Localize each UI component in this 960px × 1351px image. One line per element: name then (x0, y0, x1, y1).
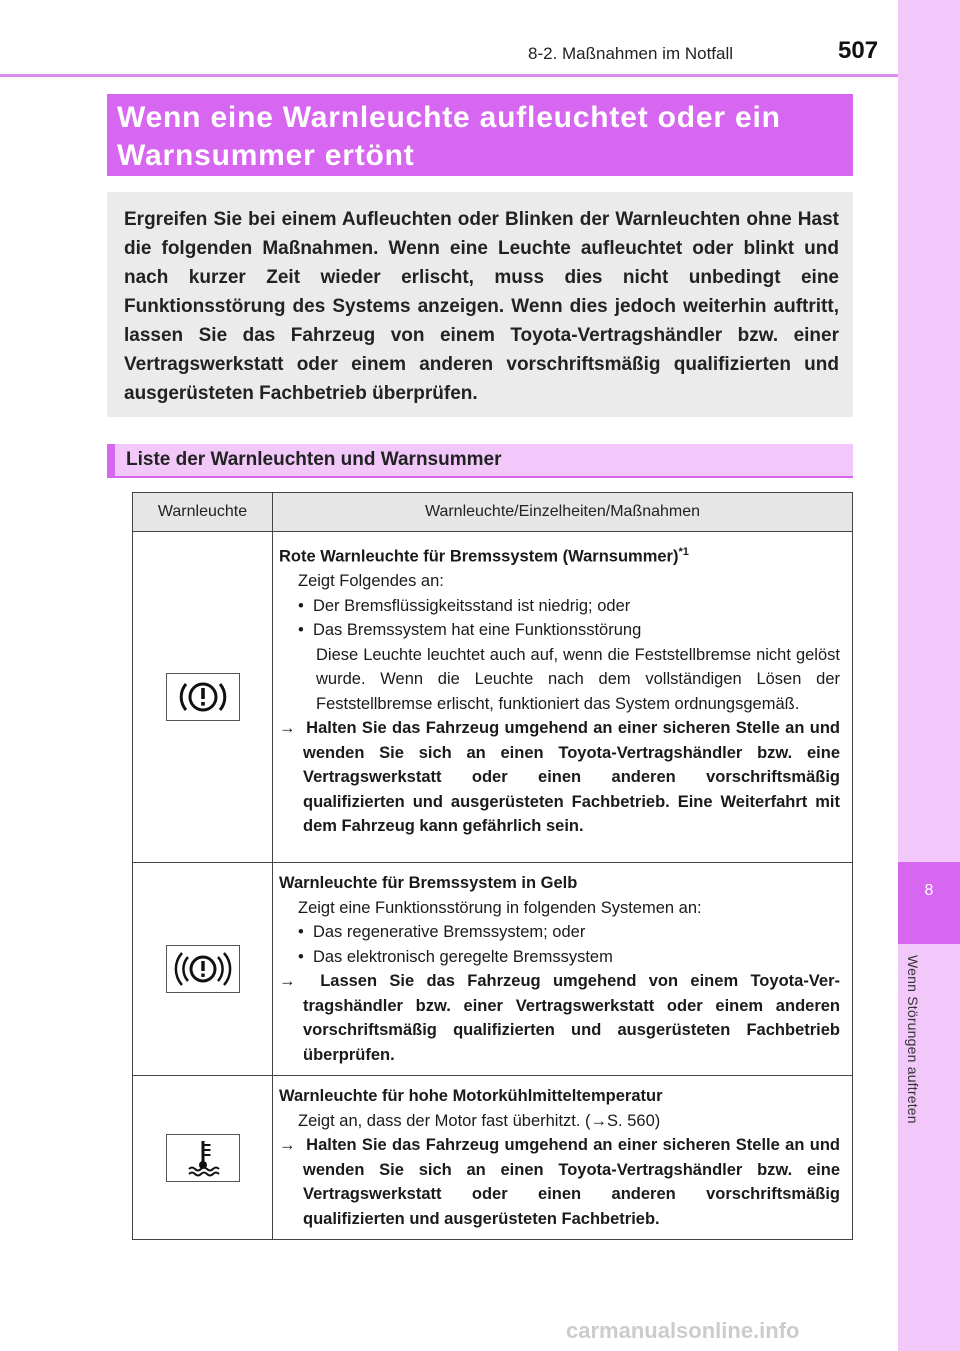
table-header-cell: Warnleuchte (133, 493, 273, 532)
list-item: • Das regenerative Bremssystem; oder (298, 923, 586, 941)
row-title: Warnleuchte für Bremssystem in Gelb (279, 874, 578, 892)
list-item: • Der Bremsflüssigkeitsstand ist niedrig; oder (298, 596, 631, 615)
warning-lights-table (132, 492, 853, 1240)
icon-cell (133, 863, 273, 1076)
bullet-continuation: Diese Leuchte leuchtet auch auf, wenn die Feststellbremse nicht gelöst wurde. Wenn die Leuchte nach dem vollständigen Lösen der Feststellbremse erlischt, funktioniert das System ordnungsgemäß. (316, 645, 840, 713)
list-item: • Das Bremssystem hat eine Funktionsstörung (298, 621, 642, 639)
brake-warning-red-icon (166, 673, 240, 721)
footnote-marker: *1 (678, 546, 689, 558)
details-cell (273, 1076, 853, 1240)
watermark: carmanualsonline.info (566, 1318, 800, 1343)
header-divider (0, 74, 898, 77)
icon-cell (133, 1076, 273, 1240)
details-cell (273, 532, 853, 863)
action-instruction: → Halten Sie das Fahrzeug umgehend an einer sicheren Stelle an und wenden Sie sich an einen Toyota-Vertragshändler bzw. eine Vertragswerkstatt oder einen anderen vorschriftsmäßig qualifizierten und ausgerüsteten Fachbetrieb. (279, 1136, 840, 1228)
sub-heading: Liste der Warnleuchten und Warnsummer (107, 444, 853, 478)
table-header-row (133, 493, 853, 532)
chapter-number-box (898, 862, 960, 944)
intro-paragraph: Ergreifen Sie bei einem Aufleuchten oder Blinken der Warnleuchten ohne Hast die folgenden Maßnahmen. Wenn eine Leuchte aufleuchtet oder blinkt und nach kurzer Zeit wieder erlischt, muss dies nicht unbedingt eine Funktionsstörung des Systems anzeigen. Wenn dies jedoch weiterhin auftritt, lassen Sie das Fahrzeug von einem Toyota-Vertragshändler bzw. einer Vertragswerkstatt oder einem anderen vorschriftsmäßig qualifizierten und ausgerüsteten Fachbetrieb überprüfen. (107, 192, 853, 417)
chapter-label: Wenn Störungen auftreten (905, 955, 921, 1124)
coolant-temperature-icon (166, 1134, 240, 1182)
list-item: • Das elektronisch geregelte Bremssystem (298, 947, 613, 966)
main-heading-line2: Warnsummer ertönt (117, 139, 415, 172)
table-row (133, 863, 853, 1076)
brake-warning-yellow-icon (166, 945, 240, 993)
arrow-right-icon: → (279, 972, 296, 990)
chapter-side-tab (898, 0, 960, 1351)
action-instruction: → Halten Sie das Fahrzeug umgehend an einer sicheren Stelle an und wenden Sie sich an einen Toyota-Vertragshändler bzw. eine Vertragswerkstatt oder einen anderen vorschriftsmäßig qualifizierten und ausgerüsteten Fachbetrieb. Eine Weiterfahrt mit dem Fahrzeug kann gefährlich sein. (279, 719, 840, 835)
icon-cell (133, 532, 273, 863)
table-row (133, 1076, 853, 1240)
row-description: Zeigt an, dass der Motor fast überhitzt. (→S. 560) (298, 1111, 661, 1130)
main-heading (107, 94, 853, 176)
arrow-right-icon: → (279, 1136, 296, 1154)
action-instruction: → Lassen Sie das Fahrzeug umgehend von einem Toyota-Vertragshändler bzw. einer Vertragswerkstatt oder einem anderen vorschriftsmäßig qualifizierten und ausgerüsteten Fachbetrieb überprüfen. (279, 972, 841, 1064)
row-description: Zeigt Folgendes an: (298, 572, 444, 590)
arrow-right-icon: → (279, 719, 296, 737)
table-header-cell: Warnleuchte/Einzelheiten/Maßnahmen (273, 493, 853, 532)
row-title: Rote Warnleuchte für Bremssystem (Warnsummer)$^{*1}$ (279, 546, 689, 566)
row-title: Warnleuchte für hohe Motorkühlmitteltemperatur (279, 1087, 663, 1105)
chapter-number: 8 (924, 882, 934, 899)
row-description: Zeigt eine Funktionsstörung in folgenden Systemen an: (298, 898, 702, 917)
details-cell (273, 863, 853, 1076)
header-section-title: 8-2. Maßnahmen im Notfall (528, 44, 734, 63)
page-number: 507 (838, 37, 879, 64)
table-row (133, 532, 853, 863)
main-heading-line1: Wenn eine Warnleuchte aufleuchtet oder ein (117, 101, 781, 134)
